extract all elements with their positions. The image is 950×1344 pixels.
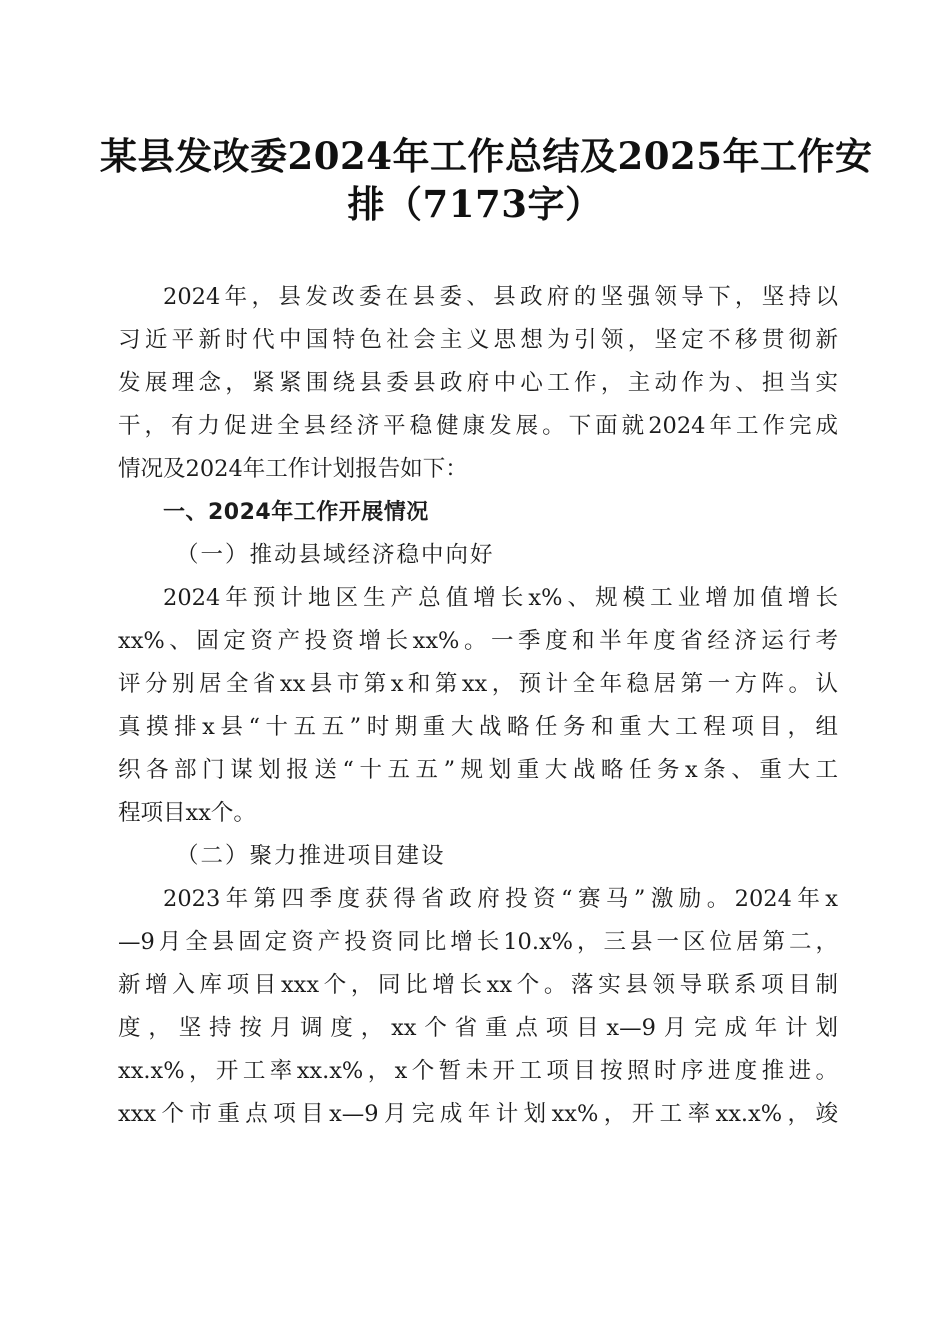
intro-line: 习近平新时代中国特色社会主义思想为引领，坚定不移贯彻新	[118, 327, 838, 353]
paragraph-line: xx.x%，开工率xx.x%，x个暂未开工项目按照时序进度推进。	[118, 1058, 838, 1084]
intro-paragraph	[118, 276, 838, 491]
paragraph-line: xxx个市重点项目x—9月完成年计划xx%，开工率xx.x%，竣	[118, 1101, 838, 1127]
title-line-2: 排（7173字）	[347, 182, 603, 226]
intro-line: 2024年，县发改委在县委、县政府的坚强领导下，坚持以	[163, 284, 838, 310]
paragraph-line: 真摸排x县“十五五”时期重大战略任务和重大工程项目，组	[118, 714, 838, 740]
subsection-heading-1: （一）推动县域经济稳中向好	[176, 542, 495, 568]
section-heading-1: 一、2024年工作开展情况	[163, 500, 429, 525]
paragraph-line: 度，坚持按月调度，xx个省重点项目x—9月完成年计划	[118, 1015, 838, 1041]
paragraph-line: 程项目xx个。	[118, 800, 256, 826]
paragraph-line: 2023年第四季度获得省政府投资“赛马”激励。2024年x	[163, 886, 838, 912]
paragraph-line: 新增入库项目xxx个，同比增长xx个。落实县领导联系项目制	[118, 972, 838, 998]
paragraph-line: 2024年预计地区生产总值增长x%、规模工业增加值增长	[163, 585, 838, 611]
subsection-heading-2: （二）聚力推进项目建设	[176, 843, 446, 869]
intro-line: 情况及2024年工作计划报告如下：	[118, 456, 468, 482]
intro-line: 干，有力促进全县经济平稳健康发展。下面就2024年工作完成	[118, 413, 838, 439]
document-body	[118, 276, 838, 1136]
paragraph-line: 评分别居全省xx县市第x和第xx，预计全年稳居第一方阵。认	[118, 671, 838, 697]
paragraph-line: xx%、固定资产投资增长xx%。一季度和半年度省经济运行考	[118, 628, 838, 654]
subsection-1-paragraph	[118, 577, 838, 835]
title-line-1: 某县发改委2024年工作总结及2025年工作安	[100, 134, 873, 178]
document-title	[100, 132, 873, 228]
paragraph-line: 织各部门谋划报送“十五五”规划重大战略任务x条、重大工	[118, 757, 838, 783]
subsection-2-paragraph	[118, 878, 838, 1136]
intro-line: 发展理念，紧紧围绕县委县政府中心工作，主动作为、担当实	[118, 370, 838, 396]
paragraph-line: —9月全县固定资产投资同比增长10.x%，三县一区位居第二，	[118, 929, 838, 955]
